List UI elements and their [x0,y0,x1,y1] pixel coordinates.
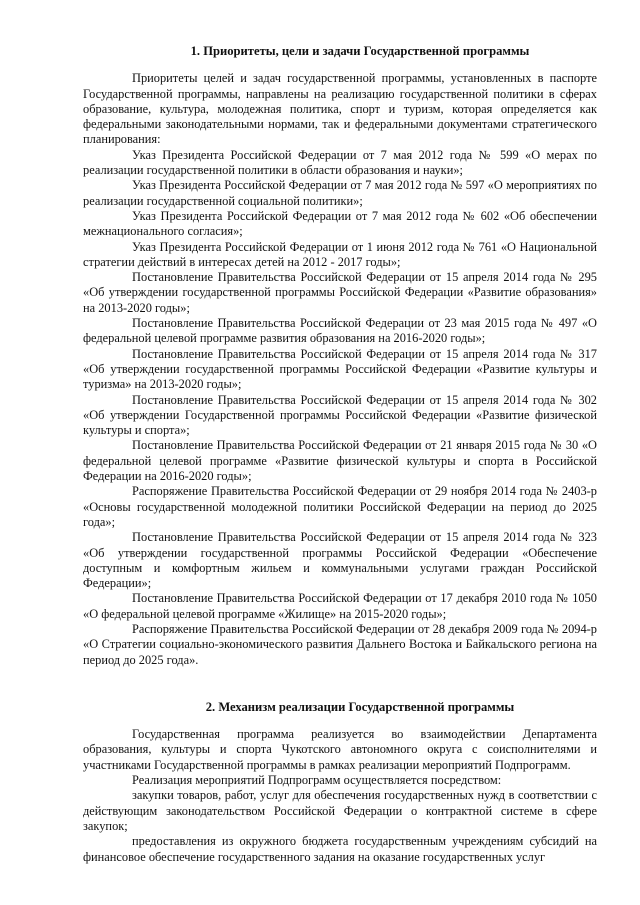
resolution-323-paragraph: Постановление Правительства Российской Федерации от 15 апреля 2014 года № 323 «Об утверждении государственной программы Российской Федерации «Обеспечение доступным и комфортным жильем и коммунальными услугами граждан Российской Федерации»; [83,530,597,591]
section-2-heading: 2. Механизм реализации Государственной программы [205,699,515,714]
decree-599-paragraph: Указ Президента Российской Федерации от 7 мая 2012 года № 599 «О мерах по реализации государственной политики в области образования и науки»; [83,147,597,178]
resolution-497-paragraph: Постановление Правительства Российской Федерации от 23 мая 2015 года № 497 «О федеральной целевой программе развития образования на 2016-2020 годы»; [83,316,597,346]
decree-597-paragraph: Указ Президента Российской Федерации от 7 мая 2012 года № 597 «О мероприятиях по реализации государственной социальной политики»; [83,178,597,208]
section-1-heading: 1. Приоритеты, цели и задачи Государственной программы [190,44,530,58]
decree-761-paragraph: Указ Президента Российской Федерации от 1 июня 2012 года № 761 «О Национальной стратегии действий в интересах детей на 2012 - 2017 годы»; [83,239,597,269]
order-2094-paragraph: Распоряжение Правительства Российской Федерации от 28 декабря 2009 года № 2094-р «О Стратегии социально-экономического развития Дальнего Востока и Байкальского региона на период до 2025 года». [83,621,597,667]
order-2403-paragraph: Распоряжение Правительства Российской Федерации от 29 ноября 2014 года № 2403-р «Основы государственной молодежной политики Российской Федерации на период до 2025 года»; [83,484,597,529]
resolution-295-paragraph: Постановление Правительства Российской Федерации от 15 апреля 2014 года № 295 «Об утверждении государственной программы Российской Федерации «Развитие образования» на 2013-2020 годы»; [83,270,597,315]
subsidies-paragraph: предоставления из окружного бюджета государственным учреждениям субсидий на финансовое обеспечение государственного задания на оказание государственных услуг [83,834,597,864]
document-body [83,44,597,865]
resolution-317-paragraph: Постановление Правительства Российской Федерации от 15 апреля 2014 года № 317 «Об утверждении государственной программы Российской Федерации «Развитие культуры и туризма» на 2013-2020 годы»; [83,346,597,392]
implementation-means-paragraph: Реализация мероприятий Подпрограмм осуществляется посредством: [132,773,502,788]
procurement-paragraph: закупки товаров, работ, услуг для обеспечения государственных нужд в соответствии с действующим законодательством Российской Федерации о контрактной системе в сфере закупок; [83,788,597,833]
resolution-30-paragraph: Постановление Правительства Российской Федерации от 21 января 2015 года № 30 «О федеральной целевой программе «Развитие физической культуры и спорта в Российской Федерации на 2016-2020 годы»; [83,438,597,484]
section-2-intro-paragraph: Государственная программа реализуется во взаимодействии Департамента образования, культуры и спорта Чукотского автономного округа с соисполнителями и участниками Государственной программы в рамках реализации мероприятий Подпрограмм. [83,727,597,772]
section-1-intro-paragraph: Приоритеты целей и задач государственной программы, установленных в паспорте Государственной программы, направлены на реализацию государственной политики в сферах образование, культура, молодежная политика, спорт и туризм, которая определяется как федеральными законодательными нормами, так и федеральными документами стратегического планирования: [83,71,597,147]
decree-602-paragraph: Указ Президента Российской Федерации от 7 мая 2012 года № 602 «Об обеспечении межнационального согласия»; [83,208,597,239]
resolution-302-paragraph: Постановление Правительства Российской Федерации от 15 апреля 2014 года № 302 «Об утверждении Государственной программы Российской Федерации «Развитие физической культуры и спорта»; [83,392,597,438]
resolution-1050-paragraph: Постановление Правительства Российской Федерации от 17 декабря 2010 года № 1050 «О федеральной целевой программе «Жилище» на 2015-2020 годы»; [83,591,597,621]
